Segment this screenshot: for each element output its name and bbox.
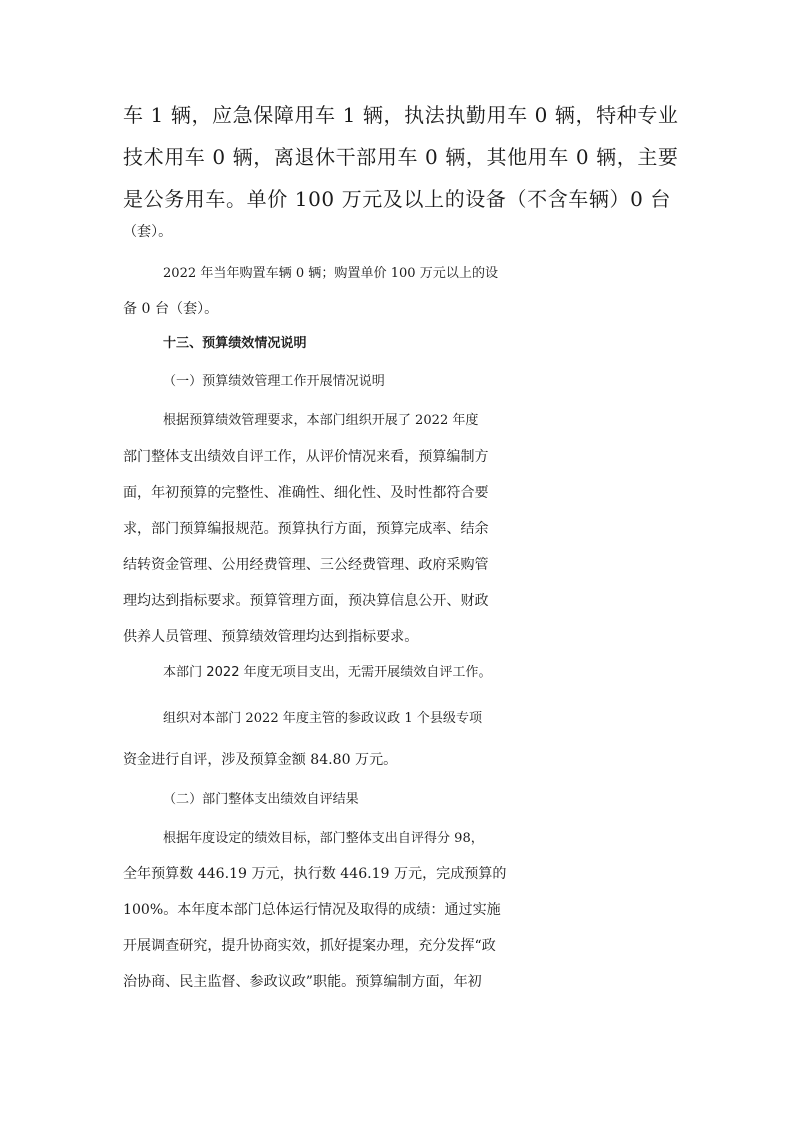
text-line: 本部门 2022 年度无项目支出，无需开展绩效自评工作。 [163, 665, 492, 680]
text-line: 供养人员管理、预算绩效管理均达到指标要求。 [123, 629, 419, 645]
text-line: 是公务用车。单价 100 万元及以上的设备（不含车辆）0 台 [123, 187, 671, 211]
text-line: 治协商、民主监督、参政议政”职能。预算编制方面，年初 [123, 974, 482, 990]
text-line: 部门整体支出绩效自评工作，从评价情况来看，预算编制方 [123, 449, 489, 465]
section-heading: 十三、预算绩效情况说明 [163, 336, 307, 351]
text-line: 100%。本年度本部门总体运行情况及取得的成绩：通过实施 [123, 902, 501, 918]
text-line: 结转资金管理、公用经费管理、三公经费管理、政府采购管 [123, 557, 489, 573]
text-line: 技术用车 0 辆，离退休干部用车 0 辆，其他用车 0 辆，主要 [123, 145, 679, 169]
text-line: 理均达到指标要求。预算管理方面，预决算信息公开、财政 [123, 593, 489, 609]
text-line: 全年预算数 446.19 万元，执行数 446.19 万元，完成预算的 [123, 866, 507, 882]
text-line: 2022 年当年购置车辆 0 辆；购置单价 100 万元以上的设 [163, 266, 499, 281]
text-line: 求，部门预算编报规范。预算执行方面，预算完成率、结余 [123, 521, 489, 537]
text-line: 根据预算绩效管理要求，本部门组织开展了 2022 年度 [163, 413, 479, 428]
subsection-heading: （二）部门整体支出绩效自评结果 [163, 792, 359, 807]
subsection-heading: （一）预算绩效管理工作开展情况说明 [163, 374, 385, 389]
text-line: 备 0 台（套）。 [123, 301, 219, 317]
text-line: 资金进行自评，涉及预算金额 84.80 万元。 [123, 752, 398, 768]
text-line: 面，年初预算的完整性、准确性、细化性、及时性都符合要 [123, 485, 489, 501]
text-line: （套）。 [123, 224, 173, 240]
text-line: 根据年度设定的绩效目标，部门整体支出自评得分 98， [163, 831, 484, 846]
text-line: 开展调查研究，提升协商实效，抓好提案办理，充分发挥“政 [123, 938, 496, 954]
text-line: 组织对本部门 2022 年度主管的参政议政 1 个县级专项 [163, 711, 483, 726]
text-line: 车 1 辆，应急保障用车 1 辆，执法执勤用车 0 辆，特种专业 [123, 103, 679, 127]
